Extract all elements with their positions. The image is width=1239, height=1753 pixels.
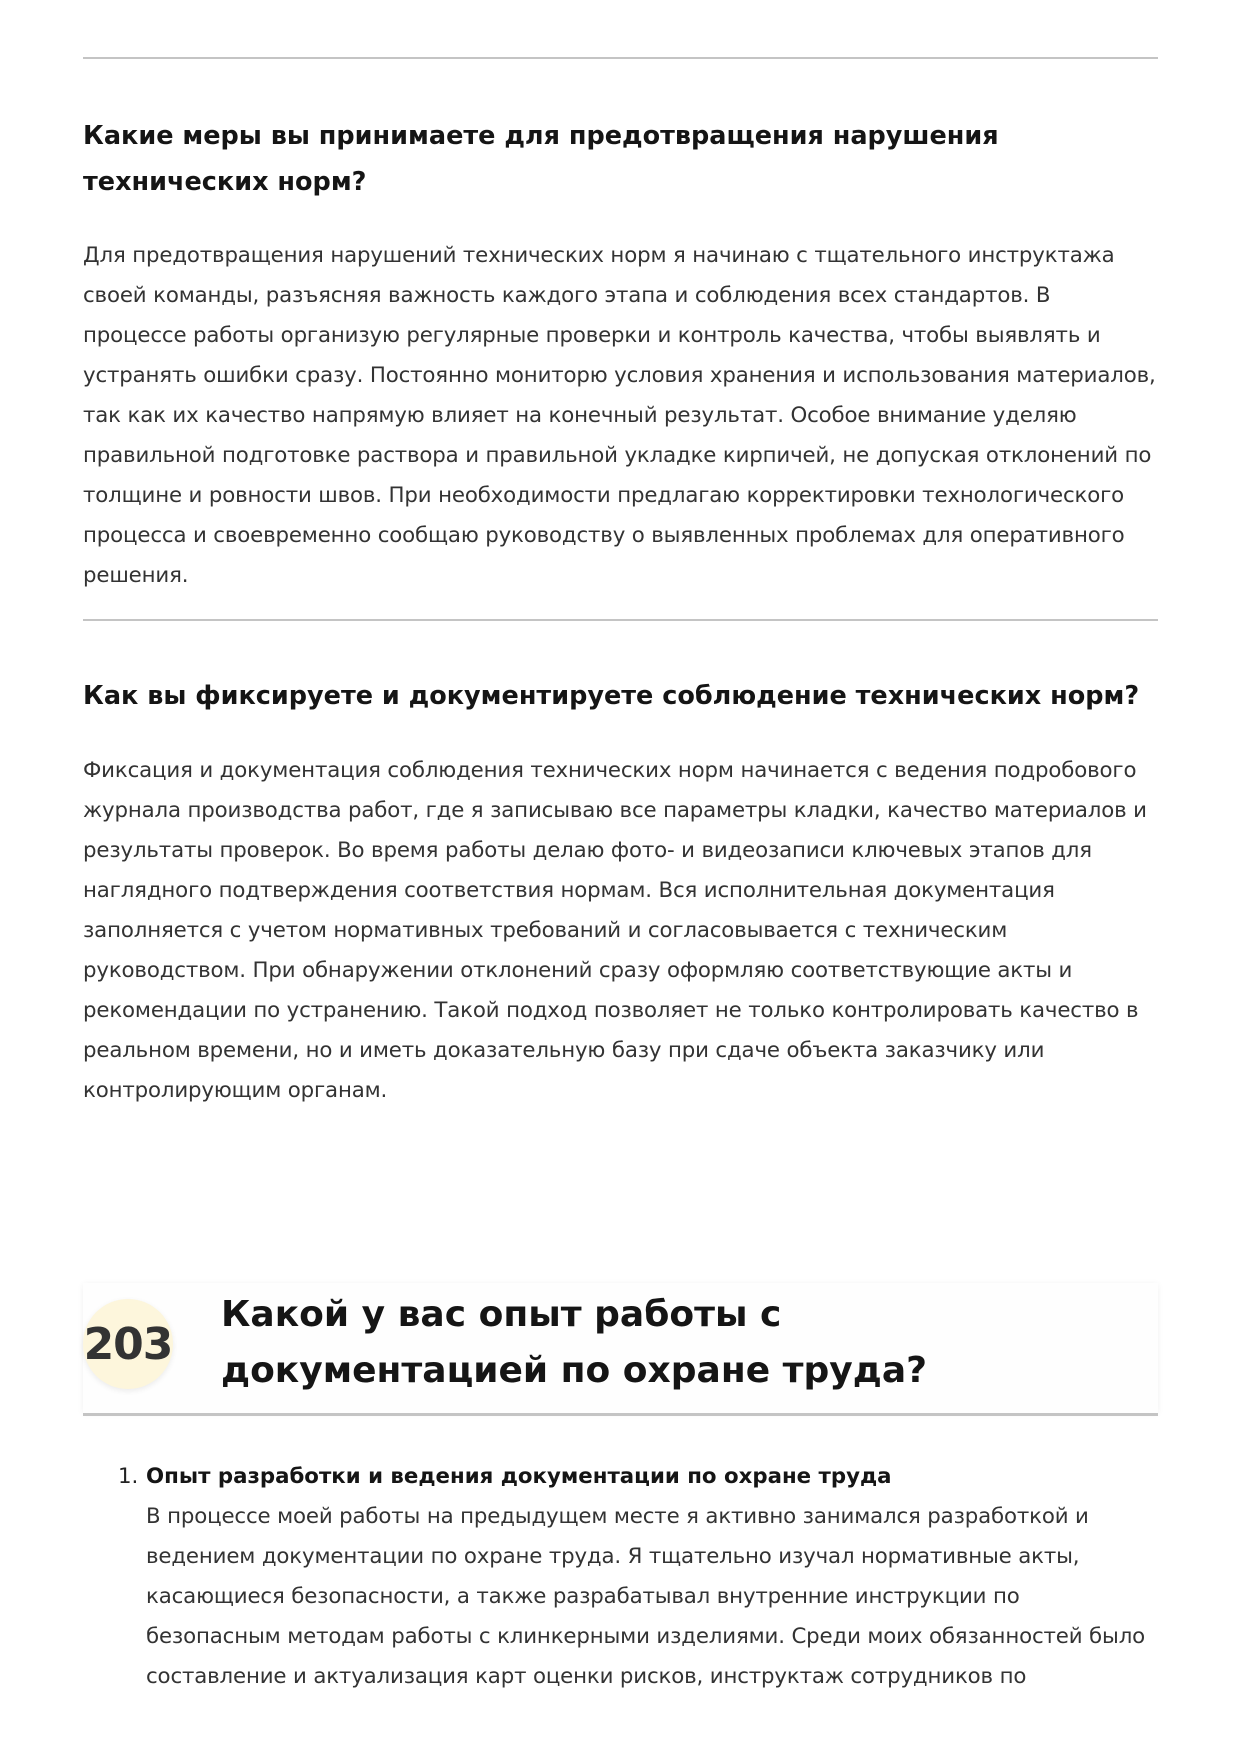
divider <box>83 619 1158 621</box>
list-item-number: 1. <box>118 1464 139 1489</box>
question-title: Какие меры вы принимаете для предотвращения нарушения технических норм? <box>83 121 999 197</box>
section-number-badge: 203 <box>83 1299 173 1389</box>
answer-text: Для предотвращения нарушений технических норм я начинаю с тщательного инструктажа своей команды, разъясняя важность каждого этапа и соблюдения всех стандартов. В процессе работы организую регулярные проверки и контроль качества, чтобы выявлять и устранять ошибки сразу. Постоянно мониторю условия хранения и использования материалов, так как их качество напрямую влияет на конечный результат. Особое внимание уделяю правильной подготовке раствора и правильной укладке кирпичей, не допуская отклонений по толщине и ровности швов. При необходимости предлагаю корректировки технологического процесса и своевременно сообщаю руководству о выявленных проблемах для оперативного решения. <box>83 243 1156 588</box>
list-item-body: В процессе моей работы на предыдущем месте я активно занимался разработкой и ведением документации по охране труда. Я тщательно изучал нормативные акты, касающиеся безопасности, а также разрабатывал внутренние инструкции по безопасным методам работы с клинкерными изделиями. Среди моих обязанностей было составление и актуализация карт оценки рисков, инструктаж сотрудников по <box>146 1504 1146 1689</box>
section-header <box>83 1283 1158 1413</box>
divider <box>83 57 1158 59</box>
section-title: Какой у вас опыт работы с документацией по охране труда? <box>221 1294 927 1391</box>
question-title: Как вы фиксируете и документируете соблюдение технических норм? <box>83 681 1140 711</box>
answer-text: Фиксация и документация соблюдения технических норм начинается с ведения подробового журнала производства работ, где я записываю все параметры кладки, качество материалов и результаты проверок. Во время работы делаю фото- и видеозаписи ключевых этапов для наглядного подтверждения соответствия нормам. Вся исполнительная документация заполняется с учетом нормативных требований и согласовывается с техническим руководством. При обнаружении отклонений сразу оформляю соответствующие акты и рекомендации по устранению. Такой подход позволяет не только контролировать качество в реальном времени, но и иметь доказательную базу при сдаче объекта заказчику или контролирующим органам. <box>83 758 1147 1103</box>
list-item-title: Опыт разработки и ведения документации по охране труда <box>146 1464 892 1489</box>
section-divider <box>83 1413 1158 1416</box>
